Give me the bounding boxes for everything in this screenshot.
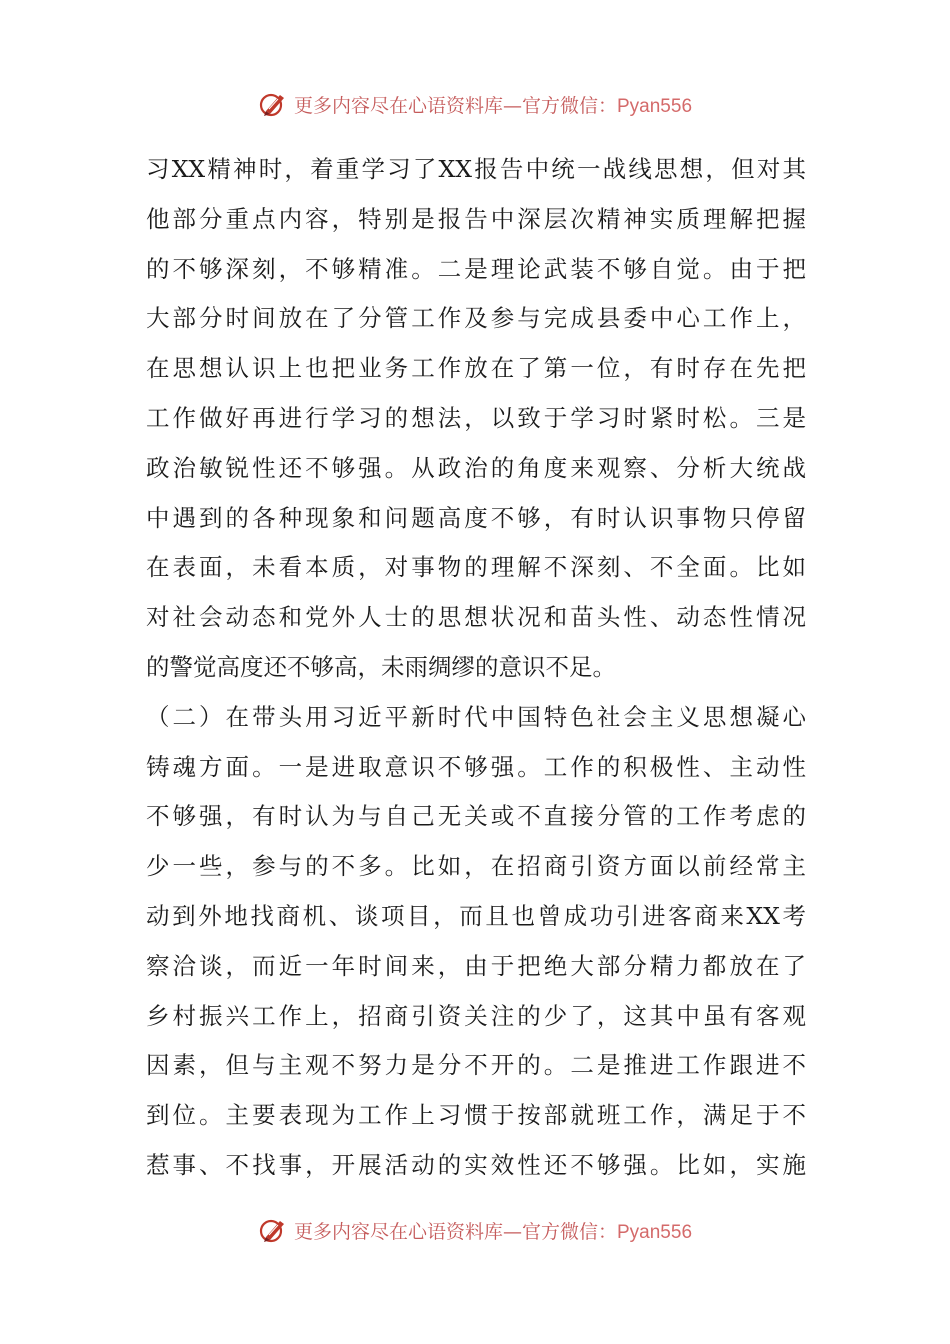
pen-logo-icon	[258, 1215, 288, 1245]
wechat-id: Pyan556	[617, 95, 693, 117]
text-line: 动到外地找商机、谈项目，而且也曾成功引进客商来XX考	[146, 901, 806, 930]
text-line: 工作做好再进行学习的想法，以致于学习时紧时松。三是	[146, 403, 806, 432]
text-line: 不够强，有时认为与自己无关或不直接分管的工作考虑的	[146, 802, 806, 831]
text-line: 因素，但与主观不努力是分不开的。二是推进工作跟进不	[146, 1051, 806, 1080]
text-line: 中遇到的各种现象和问题高度不够，有时认识事物只停留	[146, 503, 806, 532]
wechat-id: Pyan556	[617, 1221, 693, 1243]
text-line: 乡村振兴工作上，招商引资关注的少了，这其中虽有客观	[146, 1001, 806, 1030]
footer-banner	[0, 1210, 950, 1250]
document-body	[146, 145, 806, 1191]
text-line: 在思想认识上也把业务工作放在了第一位，有时存在先把	[146, 354, 806, 383]
text-line: 对社会动态和党外人士的思想状况和苗头性、动态性情况	[146, 603, 806, 632]
text-line: 政治敏锐性还不够强。从政治的角度来观察、分析大统战	[146, 453, 806, 482]
text-line: 大部分时间放在了分管工作及参与完成县委中心工作上，	[146, 304, 806, 333]
text-line: 惹事、不找事，开展活动的实效性还不够强。比如，实施	[146, 1150, 806, 1179]
text-line: 的警觉高度还不够高，未雨绸缪的意识不足。	[146, 652, 616, 681]
header-banner	[0, 84, 950, 124]
text-line: 的不够深刻，不够精准。二是理论武装不够自觉。由于把	[146, 254, 806, 283]
text-line: 铸魂方面。一是进取意识不够强。工作的积极性、主动性	[146, 752, 806, 781]
pen-logo-icon	[258, 89, 288, 119]
text-line: 到位。主要表现为工作上习惯于按部就班工作，满足于不	[146, 1101, 806, 1130]
text-line: 在表面，未看本质，对事物的理解不深刻、不全面。比如	[146, 553, 806, 582]
text-line: 察洽谈，而近一年时间来，由于把绝大部分精力都放在了	[146, 951, 806, 980]
text-line: （二）在带头用习近平新时代中国特色社会主义思想凝心	[146, 702, 806, 731]
banner-text: 更多内容尽在心语资料库—官方微信：Pyan556	[293, 94, 693, 117]
banner-text: 更多内容尽在心语资料库—官方微信：Pyan556	[293, 1220, 693, 1243]
text-line: 他部分重点内容，特别是报告中深层次精神实质理解把握	[146, 204, 806, 233]
text-line: 少一些，参与的不多。比如，在招商引资方面以前经常主	[146, 852, 806, 881]
text-line: 习XX精神时，着重学习了XX报告中统一战线思想，但对其	[146, 155, 806, 183]
